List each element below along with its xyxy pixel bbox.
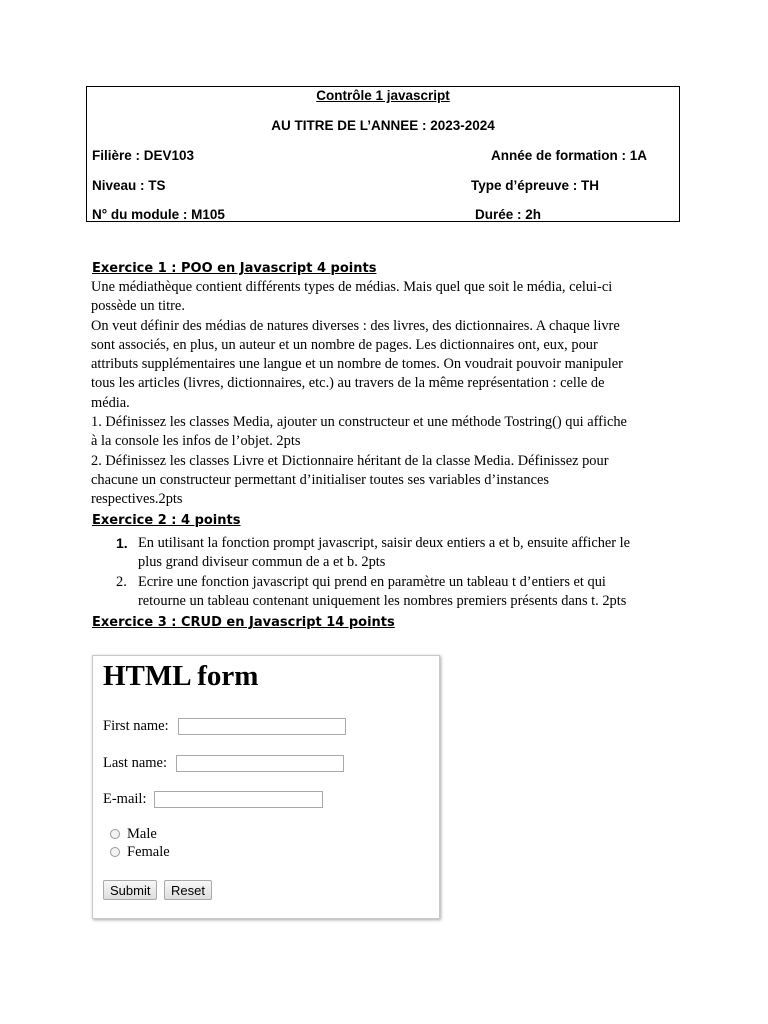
list-text-line: plus grand diviseur commun de a et b. 2pts — [138, 554, 386, 571]
exercise-1-line: possède un titre. — [91, 298, 185, 315]
exercise-1-body — [91, 278, 681, 510]
list-text-line: En utilisant la fonction prompt javascript, saisir deux entiers a et b, ensuite afficher le — [138, 535, 631, 551]
email-label: E-mail: — [103, 791, 147, 807]
exercise-1-line: chacune un constructeur permettant d’initialiser toutes ses variables d’instances — [91, 471, 549, 488]
list-text — [138, 573, 626, 612]
html-form-screenshot — [92, 655, 440, 919]
exercise-1-line: On veut définir des médias de natures diverses : des livres, des dictionnaires. A chaque livre — [91, 317, 620, 334]
reset-button[interactable]: Reset — [164, 880, 212, 900]
list-text-line: retourne un tableau contenant uniquement les nombres premiers présents dans t. 2pts — [138, 593, 627, 610]
exercise-1-line: attributs supplémentaires une langue et un nombre de tomes. On voudrait pouvoir manipuler — [91, 356, 623, 373]
filiere: Filière : DEV103 — [92, 148, 195, 163]
exercise-1-line: sont associés, en plus, un auteur et un nombre de pages. Les dictionnaires ont, eux, pour — [91, 336, 598, 353]
female-label: Female — [127, 844, 170, 860]
exercise-1-line: 1. Définissez les classes Media, ajouter un constructeur et une méthode Tostring() qui affiche — [91, 414, 627, 431]
duree: Durée : 2h — [475, 207, 542, 222]
exercise-1-title: Exercice 1 : POO en Javascript 4 points — [92, 261, 377, 276]
last-name-input[interactable] — [176, 755, 344, 772]
exercise-1-line: média. — [91, 394, 130, 411]
list-number: 2. — [116, 574, 127, 590]
exercise-2-title: Exercice 2 : 4 points — [92, 513, 241, 528]
exam-title: Contrôle 1 javascript — [316, 88, 450, 103]
exercise-1-line: respectives.2pts — [91, 491, 183, 508]
module-number: N° du module : M105 — [92, 207, 225, 222]
list-text — [138, 534, 630, 573]
list-number: 1. — [116, 535, 128, 551]
exercise-1-line: tous les articles (livres, dictionnaires, etc.) au travers de la même représentation : celle de — [91, 375, 605, 392]
annee-formation: Année de formation : 1A — [491, 148, 648, 163]
first-name-label: First name: — [103, 718, 169, 734]
email-input[interactable] — [154, 791, 323, 808]
exercise-3-title: Exercice 3 : CRUD en Javascript 14 points — [92, 615, 395, 630]
exercise-1-line: 2. Définissez les classes Livre et Dictionnaire héritant de la classe Media. Définissez pour — [91, 452, 609, 469]
form-heading: HTML form — [103, 660, 259, 692]
first-name-input[interactable] — [178, 718, 346, 735]
last-name-label: Last name: — [103, 755, 168, 771]
school-year: AU TITRE DE L’ANNEE : 2023-2024 — [271, 118, 495, 133]
exam-header-box — [86, 86, 680, 222]
exercise-1-line: à la console les infos de l’objet. 2pts — [91, 433, 301, 450]
male-radio[interactable] — [110, 829, 120, 839]
submit-button[interactable]: Submit — [103, 880, 157, 900]
female-radio[interactable] — [110, 847, 120, 857]
type-epreuve: Type d’épreuve : TH — [471, 178, 600, 193]
exercise-1-line: Une médiathèque contient différents types de médias. Mais quel que soit le média, celui-ci — [91, 279, 613, 295]
male-label: Male — [127, 826, 157, 842]
niveau: Niveau : TS — [92, 178, 166, 193]
list-text-line: Ecrire une fonction javascript qui prend en paramètre un tableau t d’entiers et qui — [138, 574, 606, 590]
